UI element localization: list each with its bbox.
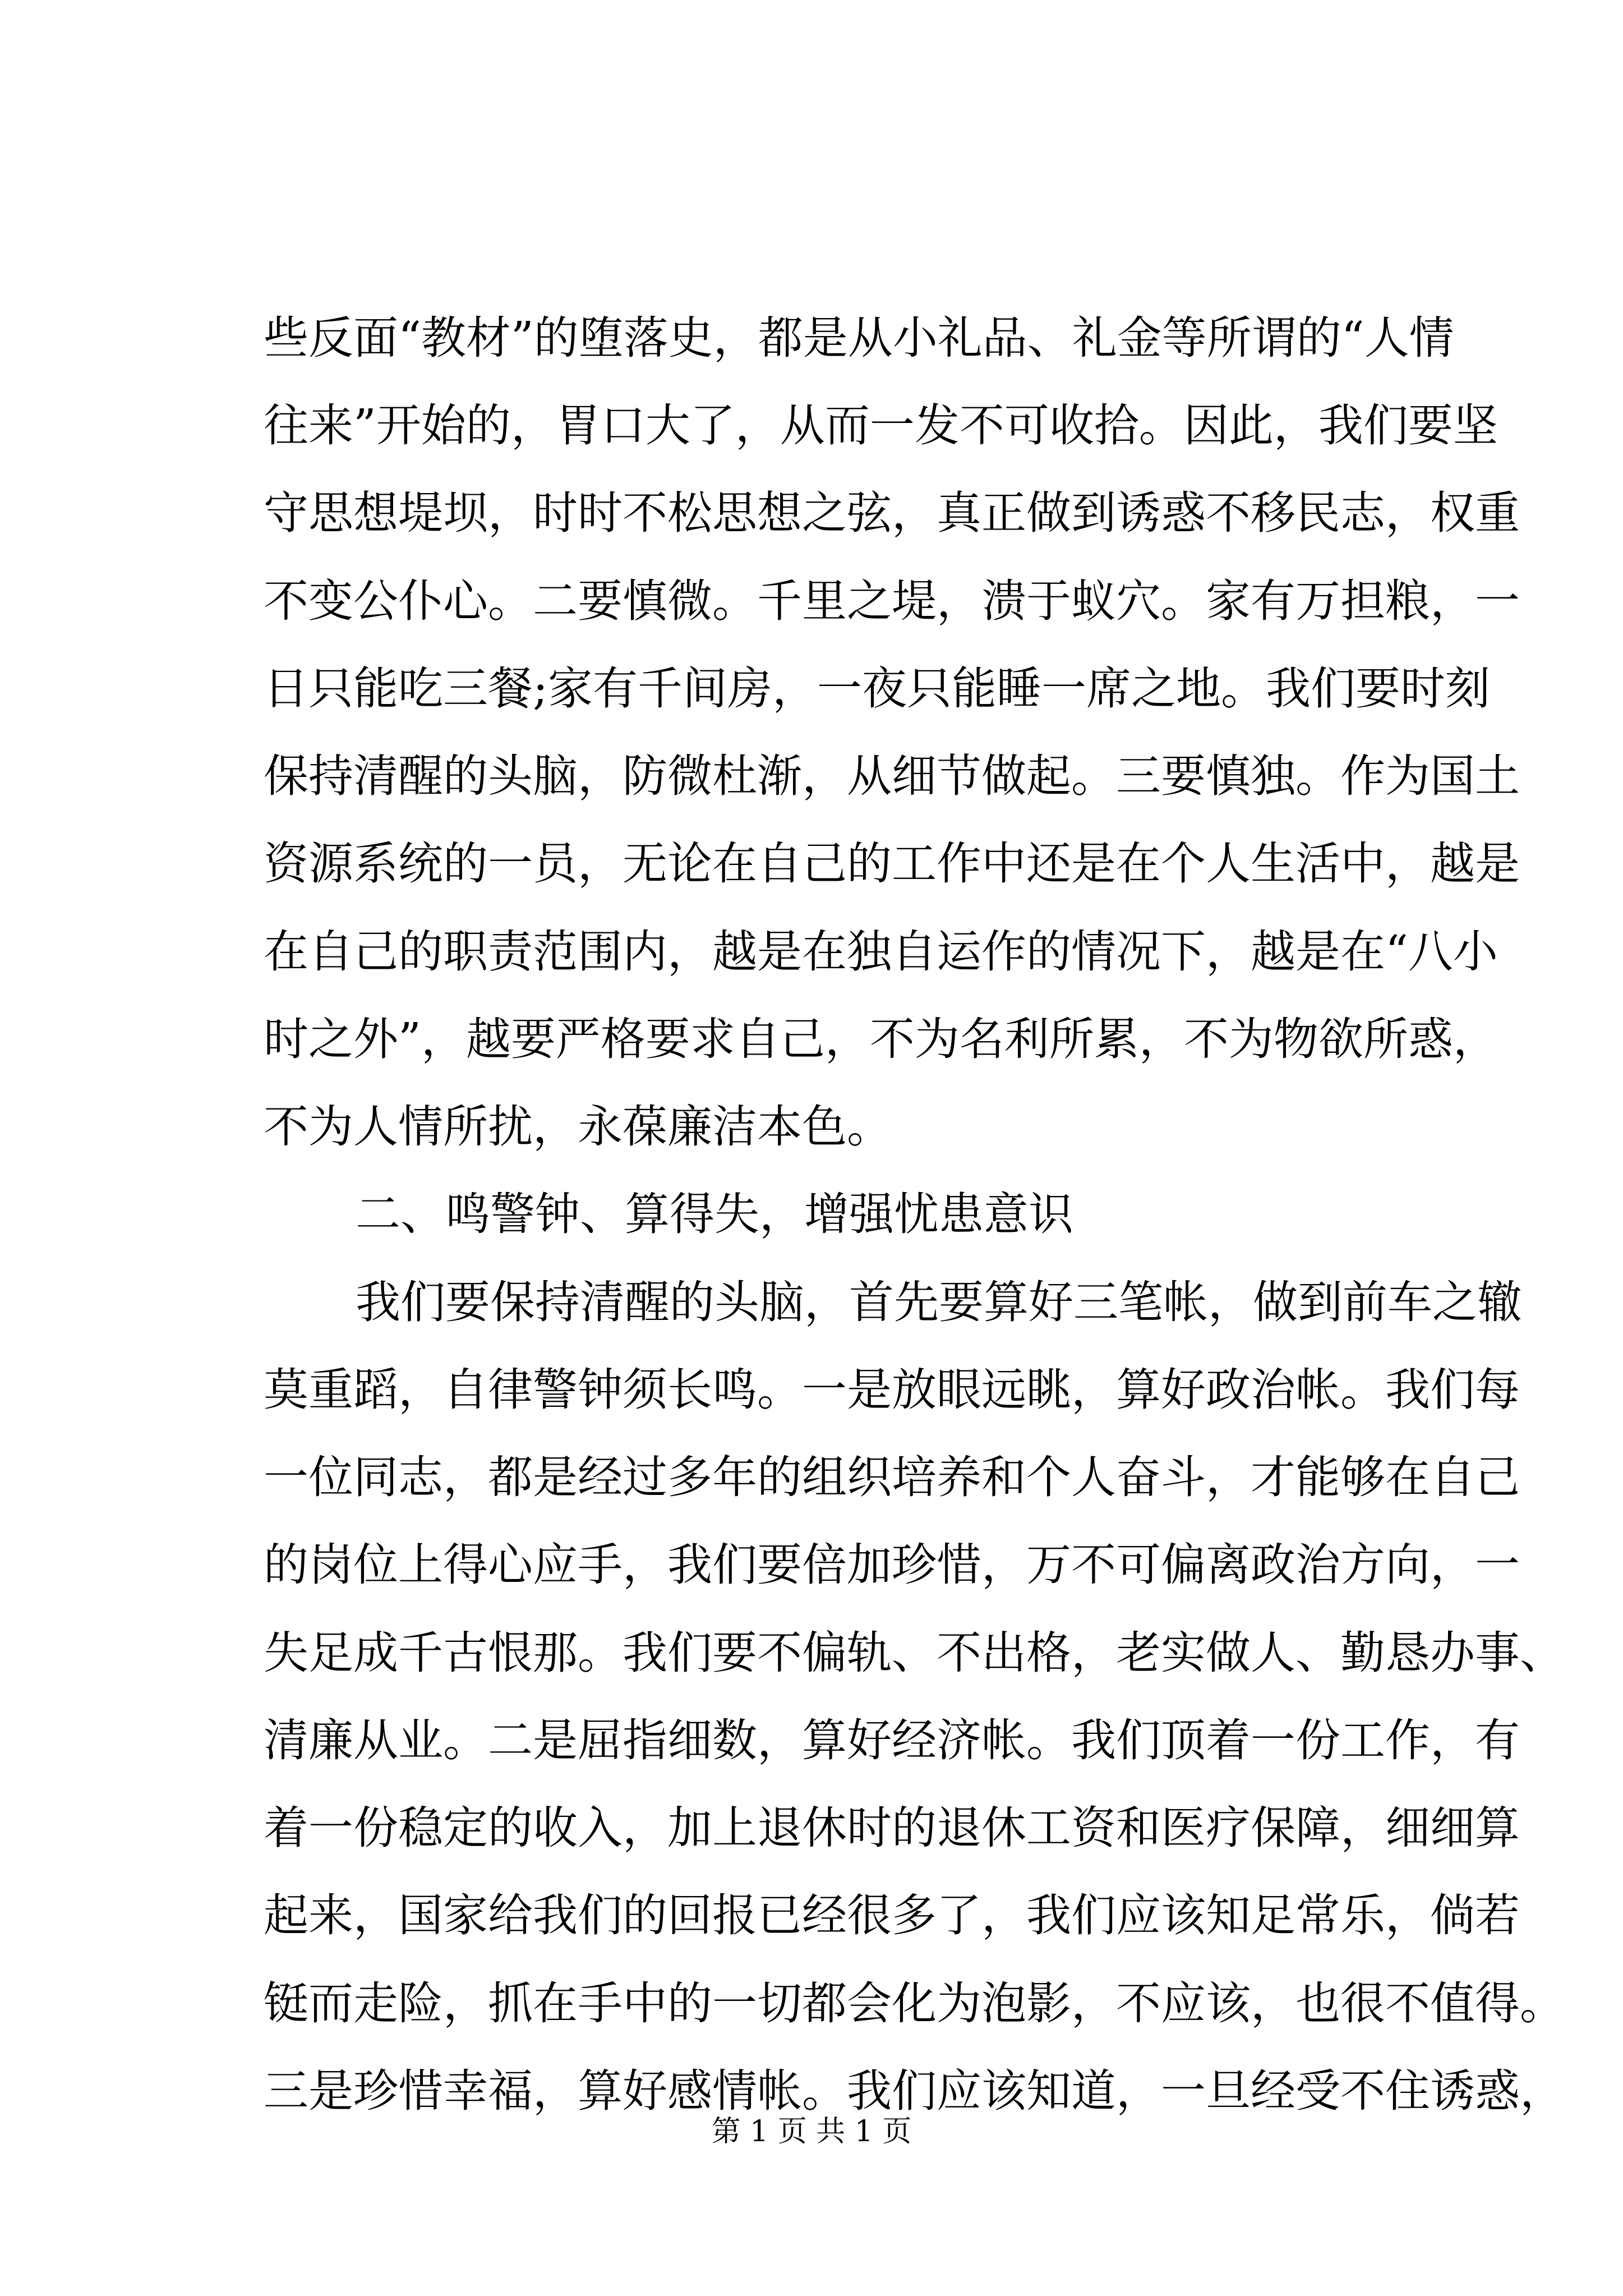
text-line-15: 的岗位上得心应手，我们要倍加珍惜，万不可偏离政治方向，一 [264,1539,1520,1591]
text-line-20: 铤而走险，抓在手中的一切都会化为泡影，不应该，也很不值得。 [264,1977,1565,2030]
text-line-7: 资源系统的一员，无论在自己的工作中还是在个人生活中，越是 [264,838,1520,890]
text-line-4: 不变公仆心。二要慎微。千里之堤，溃于蚁穴。家有万担粮，一 [264,575,1520,627]
text-line-19: 起来，国家给我们的回报已经很多了，我们应该知足常乐，倘若 [264,1889,1520,1941]
text-line-9: 时之外”，越要严格要求自己，不为名利所累，不为物欲所惑， [264,1013,1498,1065]
text-line-18: 着一份稳定的收入，加上退休时的退休工资和医疗保障，细细算 [264,1802,1520,1854]
text-line-16: 失足成千古恨那。我们要不偏轨、不出格，老实做人、勤恳办事、 [264,1627,1565,1679]
text-line-8: 在自己的职责范围内，越是在独自运作的情况下，越是在“八小 [264,926,1498,978]
text-line-6: 保持清醒的头脑，防微杜渐，从细节做起。三要慎独。作为国土 [264,750,1520,802]
text-line-5: 日只能吃三餐;家有千间房，一夜只能睡一席之地。我们要时刻 [264,662,1490,715]
text-line-21: 三是珍惜幸福，算好感情帐。我们应该知道，一旦经受不住诱惑， [264,2065,1565,2117]
text-line-13: 莫重蹈，自律警钟须长鸣。一是放眼远眺，算好政治帐。我们每 [264,1364,1520,1416]
text-line-2: 往来”开始的，胃口大了，从而一发不可收拾。因此，我们要坚 [264,399,1498,452]
text-line-3: 守思想堤坝，时时不松思想之弦，真正做到诱惑不移民志，权重 [264,487,1520,539]
text-line-10: 不为人情所扰，永葆廉洁本色。 [264,1101,892,1153]
page-footer: 第 1 页 共 1 页 [711,2115,912,2148]
text-line-12: 我们要保持清醒的头脑，首先要算好三笔帐，做到前车之辙 [356,1276,1522,1328]
text-line-14: 一位同志，都是经过多年的组织培养和个人奋斗，才能够在自己 [264,1451,1520,1503]
text-line-17: 清廉从业。二是屈指细数，算好经济帐。我们顶着一份工作，有 [264,1714,1520,1766]
section-heading: 二、鸣警钟、算得失，增强忧患意识 [356,1188,1073,1240]
text-line-1: 些反面“教材”的堕落史，都是从小礼品、礼金等所谓的“人情 [264,312,1454,364]
